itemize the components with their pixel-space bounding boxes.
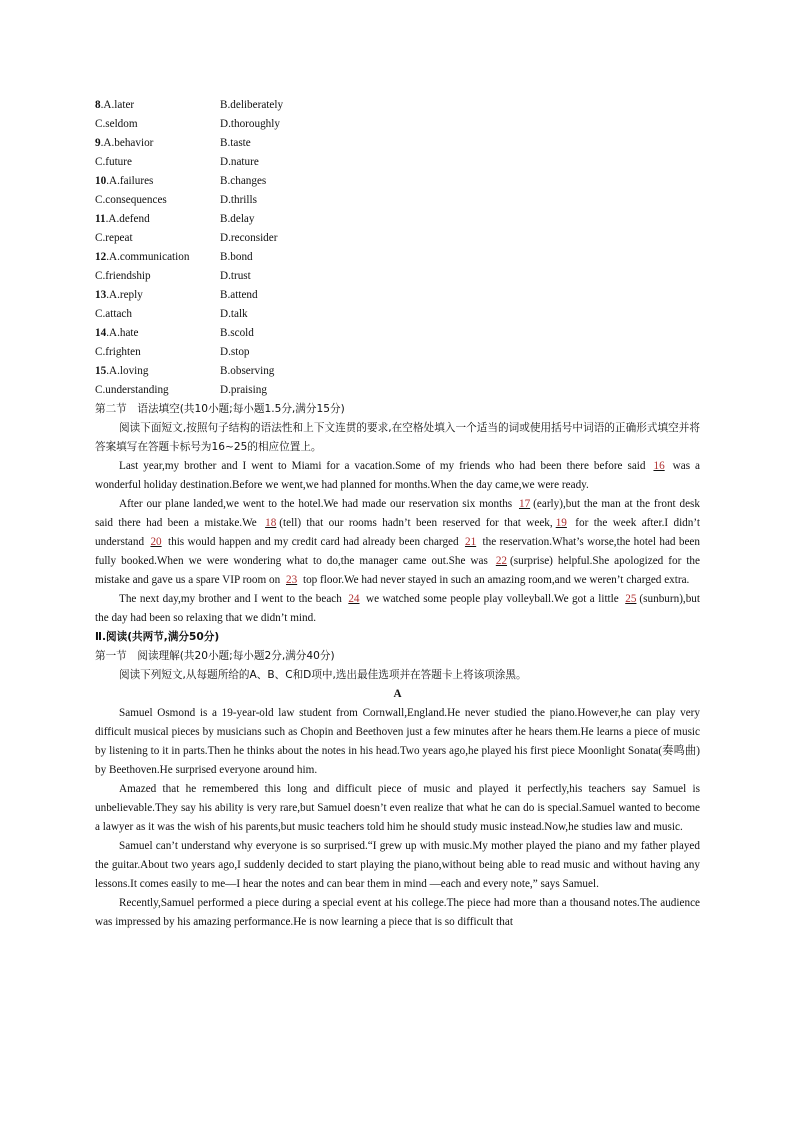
text: we watched some people play volleyball.We got a little — [362, 593, 623, 605]
option-b[interactable]: B.scold — [220, 327, 254, 339]
option-b[interactable]: B.changes — [220, 175, 267, 187]
blank-24[interactable]: 24 — [348, 593, 360, 605]
option-b[interactable]: B.deliberately — [220, 99, 284, 111]
option-row-cd — [95, 343, 700, 362]
option-a[interactable] — [95, 324, 220, 343]
text: Last year,my brother and I went to Miami for a vacation.Some of my friends who had been there before said — [119, 460, 651, 472]
option-row-ab — [95, 210, 700, 229]
text: (sunburn),but the day had been so relaxing that we didn’t mind. — [95, 593, 701, 624]
text: the reservation.What’s worse,the hotel had been fully booked.When we were wondering what to do,the manager came out.She was — [95, 536, 700, 567]
option-b[interactable]: B.bond — [220, 251, 253, 263]
option-a[interactable] — [95, 286, 220, 305]
option-c[interactable]: C.frighten — [95, 346, 141, 358]
text: After our plane landed,we went to the hotel.We had made our reservation six months — [119, 498, 516, 510]
option-c[interactable]: C.friendship — [95, 270, 151, 282]
option-d[interactable]: D.trust — [220, 270, 251, 282]
option-d[interactable]: D.stop — [220, 346, 250, 358]
option-row-cd — [95, 381, 700, 400]
text: was a wonderful holiday destination.Before we went,we had planned for months.When the day came,we were ready. — [95, 460, 700, 491]
grammar-instruction: 阅读下面短文,按照句子结构的语法性和上下文连贯的要求,在空格处填入一个适当的词或使用括号中词语的正确形式填空并将答案填写在答题卡标号为16~25的相应位置上。 — [95, 422, 700, 453]
reading-part-heading: Ⅱ.阅读(共两节,满分50分) — [95, 631, 220, 643]
option-b[interactable]: B.delay — [220, 213, 255, 225]
reading-instruction: 阅读下列短文,从每题所给的A、B、C和D项中,选出最佳选项并在答题卡上将该项涂黑。 — [119, 669, 527, 681]
passage-paragraph: Recently,Samuel performed a piece during a special event at his college.The piece had more than a thousand notes.The audience was impressed by his amazing performance.He is now learning a piece that is so difficult that — [95, 897, 700, 928]
option-row-ab — [95, 362, 700, 381]
text: for the week after.I didn’t understand — [95, 517, 701, 548]
option-a-text: .A.hate — [106, 327, 139, 339]
option-a[interactable] — [95, 172, 220, 191]
question-number: 14 — [95, 327, 107, 339]
text: top floor.We had never stayed in such an amazing room,and we weren’t charged extra. — [300, 574, 690, 586]
grammar-heading: 第二节 语法填空(共10小题;每小题1.5分,满分15分) — [95, 403, 345, 415]
option-row-cd — [95, 153, 700, 172]
grammar-paragraph-2 — [95, 495, 700, 590]
blank-19[interactable]: 19 — [555, 517, 567, 529]
option-row-cd — [95, 267, 700, 286]
cloze-options — [95, 96, 700, 400]
option-a[interactable] — [95, 96, 220, 115]
option-c[interactable]: C.future — [95, 156, 132, 168]
text: (tell) that our rooms hadn’t been reserved for that week, — [279, 517, 553, 529]
passage-paragraph: Samuel Osmond is a 19-year-old law student from Cornwall,England.He never studied the piano.However,he can play very difficult musical pieces by musicians such as Chopin and Beethoven just a few minutes after he hears them.He learns a piece of music by listening to it in parts.Then he thinks about the notes in his head.Two years ago,he played his first piece Moonlight Sonata(奏鸣曲) by Beethoven.He surprised everyone around him. — [95, 707, 700, 776]
option-d[interactable]: D.nature — [220, 156, 259, 168]
question-number: 10 — [95, 175, 107, 187]
blank-18[interactable]: 18 — [265, 517, 277, 529]
option-c[interactable]: C.understanding — [95, 384, 169, 396]
option-a-text: .A.failures — [106, 175, 154, 187]
option-row-cd — [95, 191, 700, 210]
question-number: 13 — [95, 289, 107, 301]
option-c[interactable]: C.attach — [95, 308, 132, 320]
option-row-cd — [95, 115, 700, 134]
option-d[interactable]: D.praising — [220, 384, 267, 396]
option-a-text: .A.reply — [106, 289, 143, 301]
text: The next day,my brother and I went to the beach — [119, 593, 346, 605]
question-number: 15 — [95, 365, 107, 377]
option-c[interactable]: C.consequences — [95, 194, 167, 206]
option-a-text: .A.later — [100, 99, 135, 111]
option-row-ab — [95, 324, 700, 343]
option-b[interactable]: B.attend — [220, 289, 258, 301]
reading-section-heading: 第一节 阅读理解(共20小题;每小题2分,满分40分) — [95, 650, 335, 662]
option-d[interactable]: D.thoroughly — [220, 118, 280, 130]
option-a[interactable] — [95, 210, 220, 229]
blank-20[interactable]: 20 — [150, 536, 162, 548]
blank-23[interactable]: 23 — [285, 574, 298, 586]
passage-label: A — [393, 688, 402, 700]
option-a-text: .A.communication — [106, 251, 190, 263]
option-a[interactable] — [95, 248, 220, 267]
blank-22[interactable]: 22 — [495, 555, 508, 567]
blank-17[interactable]: 17 — [518, 498, 531, 510]
option-row-ab — [95, 96, 700, 115]
question-number: 11 — [95, 213, 106, 225]
option-row-ab — [95, 172, 700, 191]
option-a[interactable] — [95, 134, 220, 153]
passage-paragraph: Samuel can’t understand why everyone is so surprised.“I grew up with music.My mother played the piano and my father played the guitar.About two years ago,I suddenly decided to start playing the piano,without being able to read music and without having any lessons.It comes easily to me—I hear the notes and can bear them in mind —each and every note,” says Samuel. — [95, 840, 700, 890]
option-d[interactable]: D.reconsider — [220, 232, 278, 244]
option-b[interactable]: B.taste — [220, 137, 251, 149]
blank-25[interactable]: 25 — [625, 593, 637, 605]
text: (surprise) helpful.She apologized for the mistake and gave us a spare VIP room on — [95, 555, 700, 586]
page — [95, 96, 700, 932]
text: (early),but the man at the front desk said there had been a mistake.We — [95, 498, 700, 529]
blank-21[interactable]: 21 — [464, 536, 477, 548]
passage-paragraph: Amazed that he remembered this long and difficult piece of music and played it perfectly,his teachers say Samuel is unbelievable.They say his ability is very rare,but Samuel doesn’t even realize that what he can do is special.Samuel wanted to become a lawyer as it was the wish of his parents,but music teachers told him he should study music instead.Now,he studies law and music. — [95, 783, 700, 833]
option-a-text: .A.behavior — [100, 137, 154, 149]
option-a-text: .A.defend — [105, 213, 150, 225]
question-number: 8 — [95, 99, 101, 111]
text: this would happen and my credit card had already been charged — [164, 536, 462, 548]
option-b[interactable]: B.observing — [220, 365, 275, 377]
option-c[interactable]: C.seldom — [95, 118, 138, 130]
option-d[interactable]: D.thrills — [220, 194, 257, 206]
grammar-paragraph-3 — [95, 590, 700, 628]
option-a-text: .A.loving — [106, 365, 149, 377]
option-row-cd — [95, 229, 700, 248]
option-row-cd — [95, 305, 700, 324]
grammar-paragraph-1 — [95, 457, 700, 495]
question-number: 12 — [95, 251, 107, 263]
option-row-ab — [95, 134, 700, 153]
option-c[interactable]: C.repeat — [95, 232, 133, 244]
question-number: 9 — [95, 137, 101, 149]
option-row-ab — [95, 286, 700, 305]
option-row-ab — [95, 248, 700, 267]
option-d[interactable]: D.talk — [220, 308, 248, 320]
blank-16[interactable]: 16 — [653, 460, 665, 472]
option-a[interactable] — [95, 362, 220, 381]
